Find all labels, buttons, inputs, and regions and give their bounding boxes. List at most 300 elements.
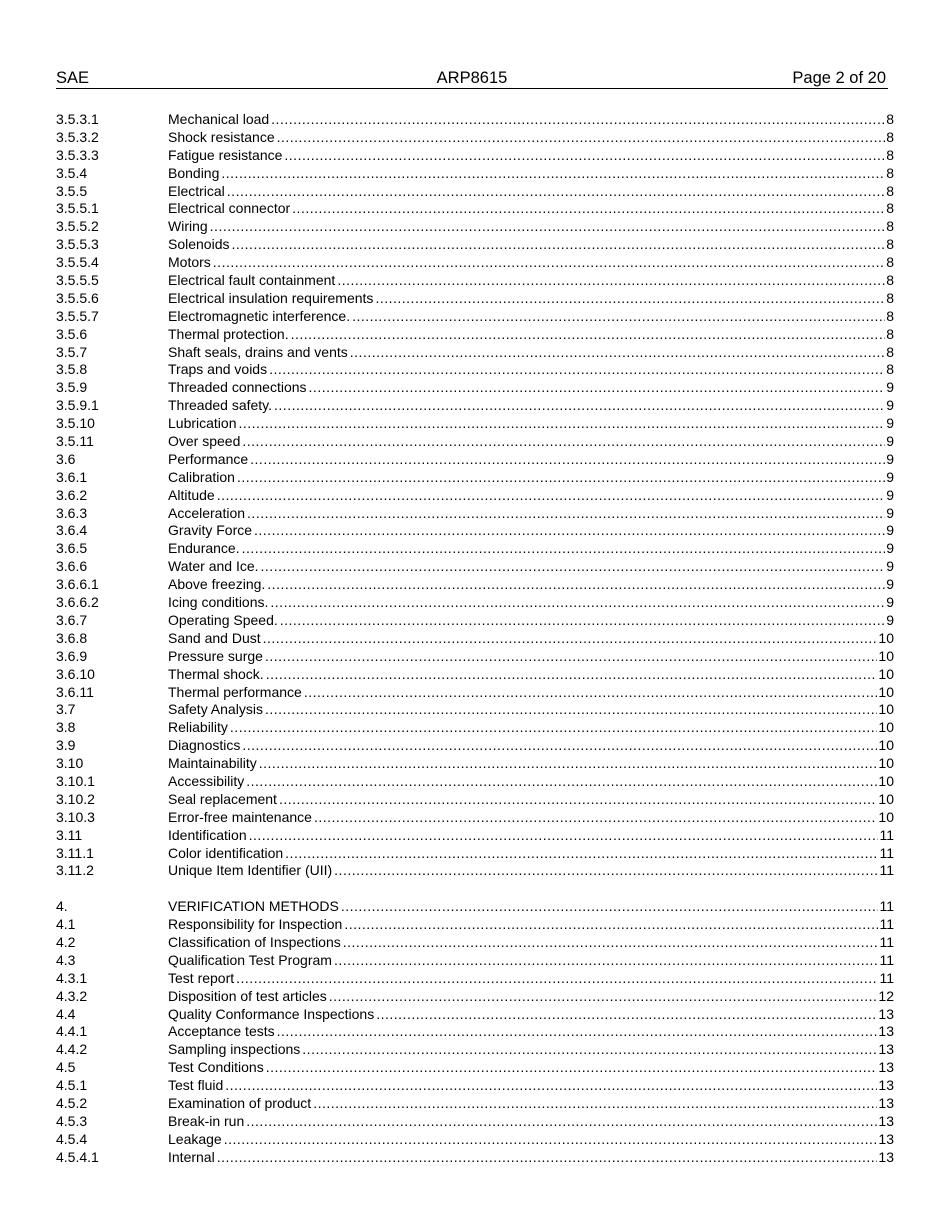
toc-entry[interactable] xyxy=(56,433,894,451)
toc-entry-line xyxy=(168,165,894,183)
toc-entry-line xyxy=(168,558,894,576)
section-number: 4. xyxy=(56,898,68,915)
toc-entry-line xyxy=(168,1131,894,1149)
dot-leader xyxy=(291,326,886,344)
page-number: 10 xyxy=(878,737,894,754)
section-title: Operating Speed. xyxy=(168,611,278,628)
toc-entry-line xyxy=(168,236,894,254)
page-number: 11 xyxy=(879,898,894,915)
section-number: 3.5.5.5 xyxy=(56,272,99,289)
section-number: 3.5.5.2 xyxy=(56,218,99,235)
toc-entry-line xyxy=(168,290,894,308)
section-number: 3.5.9.1 xyxy=(56,397,99,414)
page-number: 9 xyxy=(886,540,894,557)
section-number: 3.5.8 xyxy=(56,361,88,378)
dot-leader xyxy=(274,397,885,415)
page-number: 8 xyxy=(886,111,894,127)
section-number: 4.5.2 xyxy=(56,1094,88,1111)
dot-leader xyxy=(261,558,886,576)
section-title: Thermal shock. xyxy=(168,665,264,682)
section-title: Leakage xyxy=(168,1130,222,1147)
section-number: 3.10.3 xyxy=(56,808,95,825)
dot-leader xyxy=(232,236,886,254)
toc-entry[interactable] xyxy=(56,165,894,183)
section-number: 4.4.2 xyxy=(56,1041,88,1058)
toc-entry-line xyxy=(168,612,894,630)
toc-entry[interactable] xyxy=(56,576,894,594)
section-number: 3.11.2 xyxy=(56,862,94,879)
page-number: 13 xyxy=(878,1112,894,1129)
dot-leader xyxy=(236,970,878,988)
toc-entry[interactable] xyxy=(56,236,894,254)
section-title: Wiring xyxy=(168,218,208,235)
page-number: 9 xyxy=(886,450,894,467)
toc-entry-line xyxy=(168,1059,894,1077)
toc-entry-line xyxy=(168,183,894,201)
dot-leader xyxy=(265,648,877,666)
toc-entry[interactable] xyxy=(56,272,894,290)
toc-entry[interactable] xyxy=(56,701,894,719)
toc-entry[interactable] xyxy=(56,558,894,576)
toc-entry[interactable] xyxy=(56,415,894,433)
section-number: 3.8 xyxy=(56,719,76,736)
toc-entry[interactable] xyxy=(56,469,894,487)
page-number: 9 xyxy=(886,486,894,503)
toc-entry[interactable] xyxy=(56,308,894,326)
toc-entry-line xyxy=(168,397,894,415)
toc-entry[interactable] xyxy=(56,147,894,165)
toc-entry-line xyxy=(168,487,894,505)
toc-entry[interactable] xyxy=(56,522,894,540)
dot-leader xyxy=(249,827,879,845)
section-title: Pressure surge xyxy=(168,647,263,664)
section-title: Mechanical load xyxy=(168,111,270,127)
section-number: 3.5.11 xyxy=(56,433,94,450)
page-number: 10 xyxy=(878,755,894,772)
section-title: Altitude xyxy=(168,486,215,503)
section-title: Error-free maintenance xyxy=(168,808,312,825)
dot-leader xyxy=(247,505,885,523)
toc-entry[interactable] xyxy=(56,934,894,952)
toc-entry[interactable] xyxy=(56,451,894,469)
dot-leader xyxy=(352,308,885,326)
section-title: Identification xyxy=(168,826,247,843)
section-title: Unique Item Identifier (UII) xyxy=(168,862,333,879)
section-title: Fatigue resistance xyxy=(168,146,283,163)
toc-entry[interactable] xyxy=(56,594,894,612)
toc-entry[interactable] xyxy=(56,218,894,236)
page-number: 8 xyxy=(886,146,894,163)
dot-leader xyxy=(277,1023,878,1041)
dot-leader xyxy=(259,755,878,773)
toc-entry[interactable] xyxy=(56,666,894,684)
section-title: Color identification xyxy=(168,844,284,861)
toc-entry[interactable] xyxy=(56,361,894,379)
page-number: 13 xyxy=(878,1059,894,1076)
section-title: Classification of Inspections xyxy=(168,933,341,950)
section-number: 3.6.4 xyxy=(56,522,88,539)
toc-entry-line xyxy=(168,952,894,970)
organization-name: SAE xyxy=(56,69,90,87)
section-title: Reliability xyxy=(168,719,228,736)
toc-entry[interactable] xyxy=(56,1095,894,1113)
toc-entry-line xyxy=(168,1006,894,1024)
toc-entry[interactable] xyxy=(56,344,894,362)
section-title: Over speed xyxy=(168,433,241,450)
section-number: 4.5 xyxy=(56,1059,76,1076)
section-title: Thermal protection. xyxy=(168,325,289,342)
dot-leader xyxy=(254,522,885,540)
dot-leader xyxy=(271,111,885,129)
dot-leader xyxy=(334,862,878,880)
section-title: Performance xyxy=(168,450,249,467)
section-number: 3.6.6 xyxy=(56,558,88,575)
page-number: 9 xyxy=(886,611,894,628)
toc-entry-line xyxy=(168,809,894,827)
section-number: 3.5.5.3 xyxy=(56,236,99,253)
section-title: Motors xyxy=(168,254,211,271)
section-title: Diagnostics xyxy=(168,737,241,754)
section-number: 4.2 xyxy=(56,933,76,950)
section-number: 3.10.2 xyxy=(56,790,95,807)
page-number: 9 xyxy=(886,468,894,485)
section-title: VERIFICATION METHODS xyxy=(168,898,339,915)
toc-entry-line xyxy=(168,433,894,451)
page-number: 11 xyxy=(879,826,894,843)
toc-entry-line xyxy=(168,719,894,737)
toc-entry-line xyxy=(168,218,894,236)
section-title: Test Conditions xyxy=(168,1059,264,1076)
page-number: 9 xyxy=(886,504,894,521)
section-title: Seal replacement xyxy=(168,790,277,807)
toc-entry[interactable] xyxy=(56,612,894,630)
section-number: 3.6.5 xyxy=(56,540,88,557)
page-indicator: Page 2 of 20 xyxy=(792,69,886,87)
page-number: 9 xyxy=(886,558,894,575)
toc-entry[interactable] xyxy=(56,630,894,648)
toc-entry[interactable] xyxy=(56,845,894,863)
toc-entry-line xyxy=(168,1095,894,1113)
document-number: ARP8615 xyxy=(436,69,508,87)
page-number: 12 xyxy=(878,987,894,1004)
toc-entry-line xyxy=(168,827,894,845)
section-number: 3.7 xyxy=(56,701,76,718)
dot-leader xyxy=(210,218,886,236)
section-title: Bonding xyxy=(168,164,220,181)
toc-entry-line xyxy=(168,1023,894,1041)
toc-entry[interactable] xyxy=(56,290,894,308)
section-number: 3.5.5 xyxy=(56,182,88,199)
toc-entry[interactable] xyxy=(56,898,894,916)
section-title: Lubrication xyxy=(168,415,237,432)
section-number: 3.5.5.6 xyxy=(56,289,99,306)
page-number: 8 xyxy=(886,128,894,145)
section-number: 4.3.2 xyxy=(56,987,88,1004)
toc-entry[interactable] xyxy=(56,379,894,397)
section-title: Electrical xyxy=(168,182,225,199)
toc-entry-line xyxy=(168,630,894,648)
page-number: 9 xyxy=(886,576,894,593)
page-number: 9 xyxy=(886,594,894,611)
section-number: 3.5.7 xyxy=(56,343,88,360)
dot-leader xyxy=(263,630,878,648)
toc-entry[interactable] xyxy=(56,791,894,809)
section-number: 3.5.4 xyxy=(56,164,88,181)
toc-entry[interactable] xyxy=(56,755,894,773)
section-title: Icing conditions. xyxy=(168,594,269,611)
section-title: Calibration xyxy=(168,468,235,485)
page-number: 10 xyxy=(878,772,894,789)
section-number: 3.11 xyxy=(56,826,83,843)
toc-entry[interactable] xyxy=(56,326,894,344)
section-title: Electrical insulation requirements xyxy=(168,289,374,306)
section-number: 3.6.9 xyxy=(56,647,88,664)
dot-leader xyxy=(341,898,879,916)
page-number: 11 xyxy=(879,844,894,861)
toc-entry[interactable] xyxy=(56,719,894,737)
toc-entry-line xyxy=(168,934,894,952)
page-number: 13 xyxy=(878,1094,894,1111)
toc-entry[interactable] xyxy=(56,540,894,558)
dot-leader xyxy=(246,773,877,791)
toc-entry-line xyxy=(168,451,894,469)
section-title: Responsibility for Inspection xyxy=(168,916,343,933)
toc-entry[interactable] xyxy=(56,1023,894,1041)
toc-entry-line xyxy=(168,684,894,702)
section-number: 3.6.10 xyxy=(56,665,95,682)
dot-leader xyxy=(242,433,885,451)
toc-entry-line xyxy=(168,361,894,379)
dot-leader xyxy=(237,469,885,487)
page-number: 8 xyxy=(886,164,894,181)
section-title: Endurance. xyxy=(168,540,240,557)
page-number: 10 xyxy=(878,647,894,664)
section-title: Sand and Dust xyxy=(168,629,261,646)
toc-entry-line xyxy=(168,129,894,147)
dot-leader xyxy=(242,540,886,558)
toc-entry-line xyxy=(168,1149,894,1167)
page-header xyxy=(56,69,888,89)
section-number: 3.5.10 xyxy=(56,415,95,432)
section-title: Test fluid xyxy=(168,1077,224,1094)
page-number: 9 xyxy=(886,379,894,396)
dot-leader xyxy=(279,791,877,809)
toc-entry-line xyxy=(168,200,894,218)
toc-entry[interactable] xyxy=(56,952,894,970)
page-number: 13 xyxy=(878,1005,894,1022)
toc-entry[interactable] xyxy=(56,183,894,201)
toc-entry[interactable] xyxy=(56,1149,894,1167)
toc-entry-line xyxy=(168,594,894,612)
dot-leader xyxy=(266,666,878,684)
section-title: Test report xyxy=(168,969,235,986)
dot-leader xyxy=(225,1077,877,1095)
page-number: 9 xyxy=(886,522,894,539)
page-number: 13 xyxy=(878,1077,894,1094)
toc-entry[interactable] xyxy=(56,254,894,272)
section-number: 4.3.1 xyxy=(56,969,88,986)
dot-leader xyxy=(284,147,885,165)
toc-entry[interactable] xyxy=(56,111,894,129)
toc-entry[interactable] xyxy=(56,737,894,755)
section-number: 3.5.3.3 xyxy=(56,146,99,163)
toc-entry[interactable] xyxy=(56,397,894,415)
section-number: 3.5.5.7 xyxy=(56,307,99,324)
toc-entry[interactable] xyxy=(56,1131,894,1149)
section-title: Disposition of test articles xyxy=(168,987,327,1004)
dot-leader xyxy=(217,487,886,505)
toc-entry[interactable] xyxy=(56,1041,894,1059)
toc-entry[interactable] xyxy=(56,916,894,934)
toc-entry[interactable] xyxy=(56,827,894,845)
page-number: 13 xyxy=(878,1130,894,1147)
toc-entry[interactable] xyxy=(56,862,894,880)
page-number: 8 xyxy=(886,325,894,342)
section-title: Traps and voids xyxy=(168,361,268,378)
dot-leader xyxy=(266,1059,878,1077)
section-title: Sampling inspections xyxy=(168,1041,301,1058)
toc-entry[interactable] xyxy=(56,648,894,666)
toc-entry[interactable] xyxy=(56,1059,894,1077)
page-number: 10 xyxy=(878,719,894,736)
page-number: 11 xyxy=(879,969,894,986)
page-number: 9 xyxy=(886,433,894,450)
dot-leader xyxy=(227,183,885,201)
page-number: 11 xyxy=(879,862,894,879)
toc-entry-line xyxy=(168,648,894,666)
page-number: 9 xyxy=(886,415,894,432)
dot-leader xyxy=(350,344,885,362)
section-title: Acceptance tests xyxy=(168,1023,275,1040)
page-number: 11 xyxy=(879,933,894,950)
toc-entry-line xyxy=(168,111,894,129)
section-number: 3.5.6 xyxy=(56,325,88,342)
toc-entry[interactable] xyxy=(56,487,894,505)
dot-leader xyxy=(280,612,885,630)
toc-entry[interactable] xyxy=(56,129,894,147)
toc-entry[interactable] xyxy=(56,988,894,1006)
toc-entry-line xyxy=(168,326,894,344)
toc-entry[interactable] xyxy=(56,1077,894,1095)
toc-entry[interactable] xyxy=(56,1006,894,1024)
toc-entry-line xyxy=(168,308,894,326)
page-number: 11 xyxy=(879,951,894,968)
section-number: 3.10.1 xyxy=(56,772,95,789)
section-number: 4.4.1 xyxy=(56,1023,88,1040)
section-number: 3.6.1 xyxy=(56,468,88,485)
section-number: 3.5.3.1 xyxy=(56,111,99,127)
page-number: 10 xyxy=(878,665,894,682)
table-of-contents xyxy=(56,111,894,1167)
toc-entry-line xyxy=(168,379,894,397)
page-number: 8 xyxy=(886,289,894,306)
page-number: 10 xyxy=(878,790,894,807)
section-title: Quality Conformance Inspections xyxy=(168,1005,375,1022)
section-title: Safety Analysis xyxy=(168,701,263,718)
dot-leader xyxy=(309,379,886,397)
section-title: Electrical fault containment xyxy=(168,272,336,289)
toc-entry-line xyxy=(168,701,894,719)
page-number: 8 xyxy=(886,182,894,199)
toc-entry-line xyxy=(168,505,894,523)
toc-entry[interactable] xyxy=(56,200,894,218)
section-number: 4.5.3 xyxy=(56,1112,88,1129)
page-number: 13 xyxy=(878,1148,894,1165)
page-number: 9 xyxy=(886,397,894,414)
toc-entry-line xyxy=(168,522,894,540)
dot-leader xyxy=(239,415,886,433)
section-title: Solenoids xyxy=(168,236,230,253)
dot-leader xyxy=(285,845,878,863)
section-title: Threaded connections xyxy=(168,379,307,396)
toc-entry[interactable] xyxy=(56,970,894,988)
page-number: 8 xyxy=(886,200,894,217)
dot-leader xyxy=(375,290,885,308)
section-title: Shock resistance xyxy=(168,128,275,145)
page-number: 8 xyxy=(886,307,894,324)
page-number: 10 xyxy=(878,701,894,718)
dot-leader xyxy=(217,1149,878,1167)
toc-entry-line xyxy=(168,737,894,755)
section-number: 3.6 xyxy=(56,450,76,467)
page-number: 13 xyxy=(878,1041,894,1058)
toc-entry[interactable] xyxy=(56,773,894,791)
section-number: 3.6.6.1 xyxy=(56,576,99,593)
section-title: Accessibility xyxy=(168,772,245,789)
toc-entry[interactable] xyxy=(56,809,894,827)
section-title: Above freezing. xyxy=(168,576,266,593)
toc-entry-line xyxy=(168,147,894,165)
section-number: 3.6.7 xyxy=(56,611,88,628)
toc-entry-line xyxy=(168,898,894,916)
toc-entry-line xyxy=(168,415,894,433)
section-number: 3.5.5.4 xyxy=(56,254,99,271)
section-title: Acceleration xyxy=(168,504,246,521)
section-title: Thermal performance xyxy=(168,683,302,700)
toc-entry-line xyxy=(168,469,894,487)
toc-entry[interactable] xyxy=(56,684,894,702)
toc-entry-line xyxy=(168,862,894,880)
section-number: 4.5.1 xyxy=(56,1077,88,1094)
toc-entry-line xyxy=(168,1077,894,1095)
dot-leader xyxy=(329,988,878,1006)
section-number: 3.6.3 xyxy=(56,504,88,521)
toc-entry[interactable] xyxy=(56,505,894,523)
section-title: Break-in run xyxy=(168,1112,245,1129)
section-number: 3.11.1 xyxy=(56,844,94,861)
section-title: Water and Ice. xyxy=(168,558,259,575)
section-number: 3.6.2 xyxy=(56,486,88,503)
toc-entry-line xyxy=(168,576,894,594)
dot-leader xyxy=(337,272,885,290)
dot-leader xyxy=(242,737,877,755)
dot-leader xyxy=(213,254,885,272)
toc-entry-line xyxy=(168,773,894,791)
page-number: 8 xyxy=(886,254,894,271)
toc-entry-line xyxy=(168,540,894,558)
toc-entry[interactable] xyxy=(56,1113,894,1131)
section-title: Maintainability xyxy=(168,755,257,772)
toc-entry-line xyxy=(168,254,894,272)
toc-entry-line xyxy=(168,988,894,1006)
section-number: 3.6.11 xyxy=(56,683,94,700)
section-title: Gravity Force xyxy=(168,522,253,539)
page-number: 8 xyxy=(886,236,894,253)
dot-leader xyxy=(334,952,879,970)
section-title: Internal xyxy=(168,1148,215,1165)
dot-leader xyxy=(344,916,878,934)
toc-entry-line xyxy=(168,845,894,863)
